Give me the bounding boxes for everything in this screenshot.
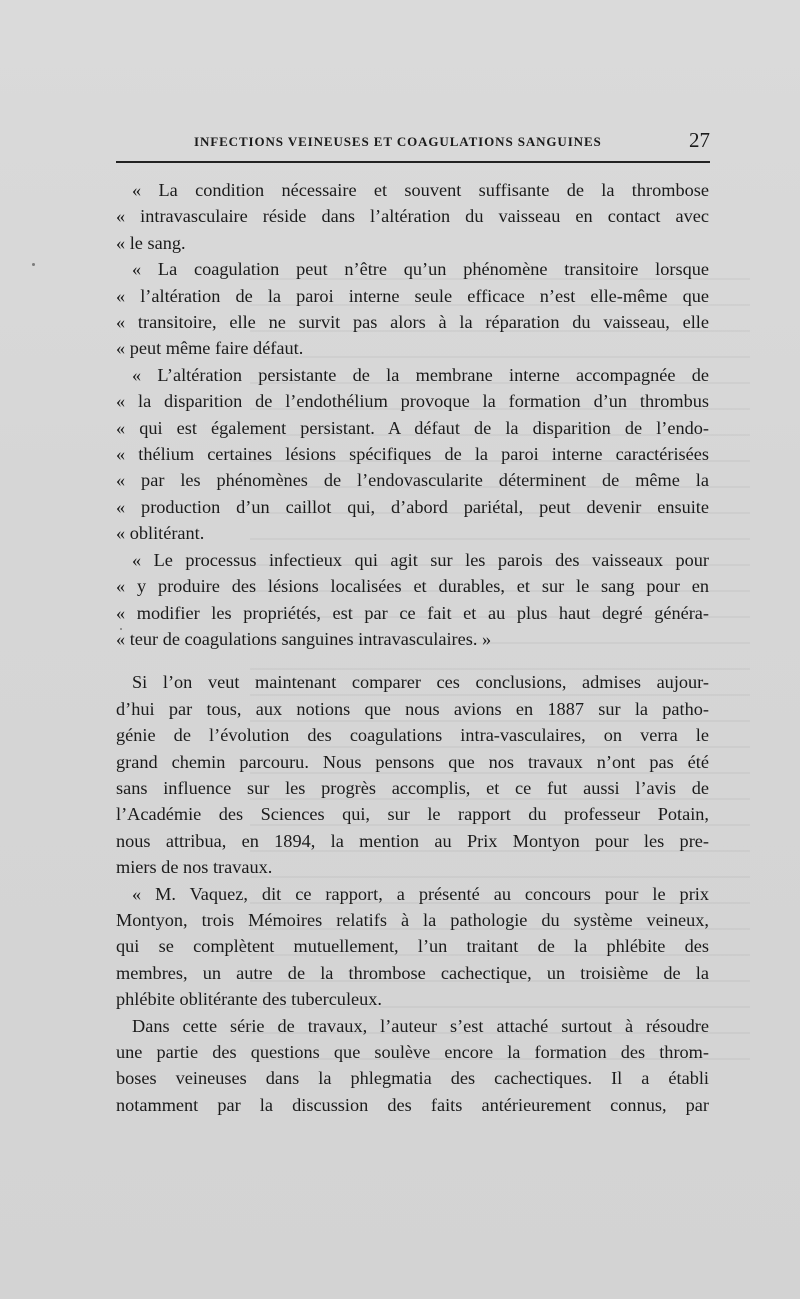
page-number: 27 xyxy=(689,128,710,152)
print-speck xyxy=(32,263,35,266)
header-rule xyxy=(116,161,710,163)
text-line: sans influence sur les progrès accomplis, et ce fut aussi l’avis de xyxy=(116,777,709,798)
text-line: « teur de coagulations sanguines intravasculaires. » xyxy=(116,628,492,649)
text-line: Si l’on veut maintenant comparer ces conclusions, admises aujour- xyxy=(132,672,709,693)
text-line: génie de l’évolution des coagulations intra-vasculaires, on verra le xyxy=(116,725,709,746)
paragraph xyxy=(116,1013,709,1119)
text-line: « qui est également persistant. A défaut de la disparition de l’endo- xyxy=(116,417,709,438)
text-line: boses veineuses dans la phlegmatia des cachectiques. Il a établi xyxy=(116,1068,709,1089)
page-header xyxy=(116,128,710,154)
text-line: « le sang. xyxy=(116,232,186,253)
quote-paragraph xyxy=(116,547,709,653)
text-line: « production d’un caillot qui, d’abord pariétal, peut devenir ensuite xyxy=(116,496,709,517)
text-line: « thélium certaines lésions spécifiques de la paroi interne caractérisées xyxy=(116,444,709,465)
text-line: « L’altération persistante de la membrane interne accompagnée de xyxy=(132,364,709,385)
text-line: Dans cette série de travaux, l’auteur s’est attaché surtout à résoudre xyxy=(132,1015,709,1036)
paragraph xyxy=(116,881,709,1013)
quote-paragraph xyxy=(116,362,709,547)
text-line: d’hui par tous, aux notions que nous avions en 1887 sur la patho- xyxy=(116,698,709,719)
text-line: miers de nos travaux. xyxy=(116,857,273,878)
text-line: phlébite oblitérante des tuberculeux. xyxy=(116,989,382,1010)
text-line: « Le processus infectieux qui agit sur les parois des vaisseaux pour xyxy=(132,549,709,570)
text-line: « oblitérant. xyxy=(116,523,205,544)
text-line: « intravasculaire réside dans l’altération du vaisseau en contact avec xyxy=(116,206,709,227)
text-line: « M. Vaquez, dit ce rapport, a présenté au concours pour le prix xyxy=(132,883,709,904)
text-line: notamment par la discussion des faits antérieurement connus, par xyxy=(116,1094,709,1115)
text-line: « transitoire, elle ne survit pas alors à la réparation du vaisseau, elle xyxy=(116,312,709,333)
page-body xyxy=(116,177,709,1118)
running-head: INFECTIONS VEINEUSES ET COAGULATIONS SANGUINES xyxy=(194,134,602,149)
quote-paragraph xyxy=(116,256,709,362)
text-line: l’Académie des Sciences qui, sur le rapport du professeur Potain, xyxy=(116,804,709,825)
paragraph-gap xyxy=(116,652,709,669)
quote-paragraph xyxy=(116,177,709,256)
text-line: « La condition nécessaire et souvent suffisante de la thrombose xyxy=(132,180,709,200)
text-line: « par les phénomènes de l’endovascularite déterminent de même la xyxy=(116,470,709,491)
text-line: Montyon, trois Mémoires relatifs à la pathologie du système veineux, xyxy=(116,909,709,930)
paragraph xyxy=(116,669,709,880)
text-line: « la disparition de l’endothélium provoque la formation d’un thrombus xyxy=(116,391,709,412)
text-line: nous attribua, en 1894, la mention au Prix Montyon pour les pre- xyxy=(116,830,709,851)
text-line: qui se complètent mutuellement, l’un traitant de la phlébite des xyxy=(116,936,709,957)
text-line: « y produire des lésions localisées et durables, et sur le sang pour en xyxy=(116,576,709,597)
text-line: « peut même faire défaut. xyxy=(116,338,304,359)
text-line: « modifier les propriétés, est par ce fait et au plus haut degré généra- xyxy=(116,602,709,623)
text-line: « La coagulation peut n’être qu’un phénomène transitoire lorsque xyxy=(132,259,709,280)
text-line: membres, un autre de la thrombose cachectique, un troisième de la xyxy=(116,962,709,983)
text-line: grand chemin parcouru. Nous pensons que nos travaux n’ont pas été xyxy=(116,751,709,772)
text-line: « l’altération de la paroi interne seule efficace n’est elle-même que xyxy=(116,285,709,306)
text-line: une partie des questions que soulève encore la formation des throm- xyxy=(116,1042,709,1062)
